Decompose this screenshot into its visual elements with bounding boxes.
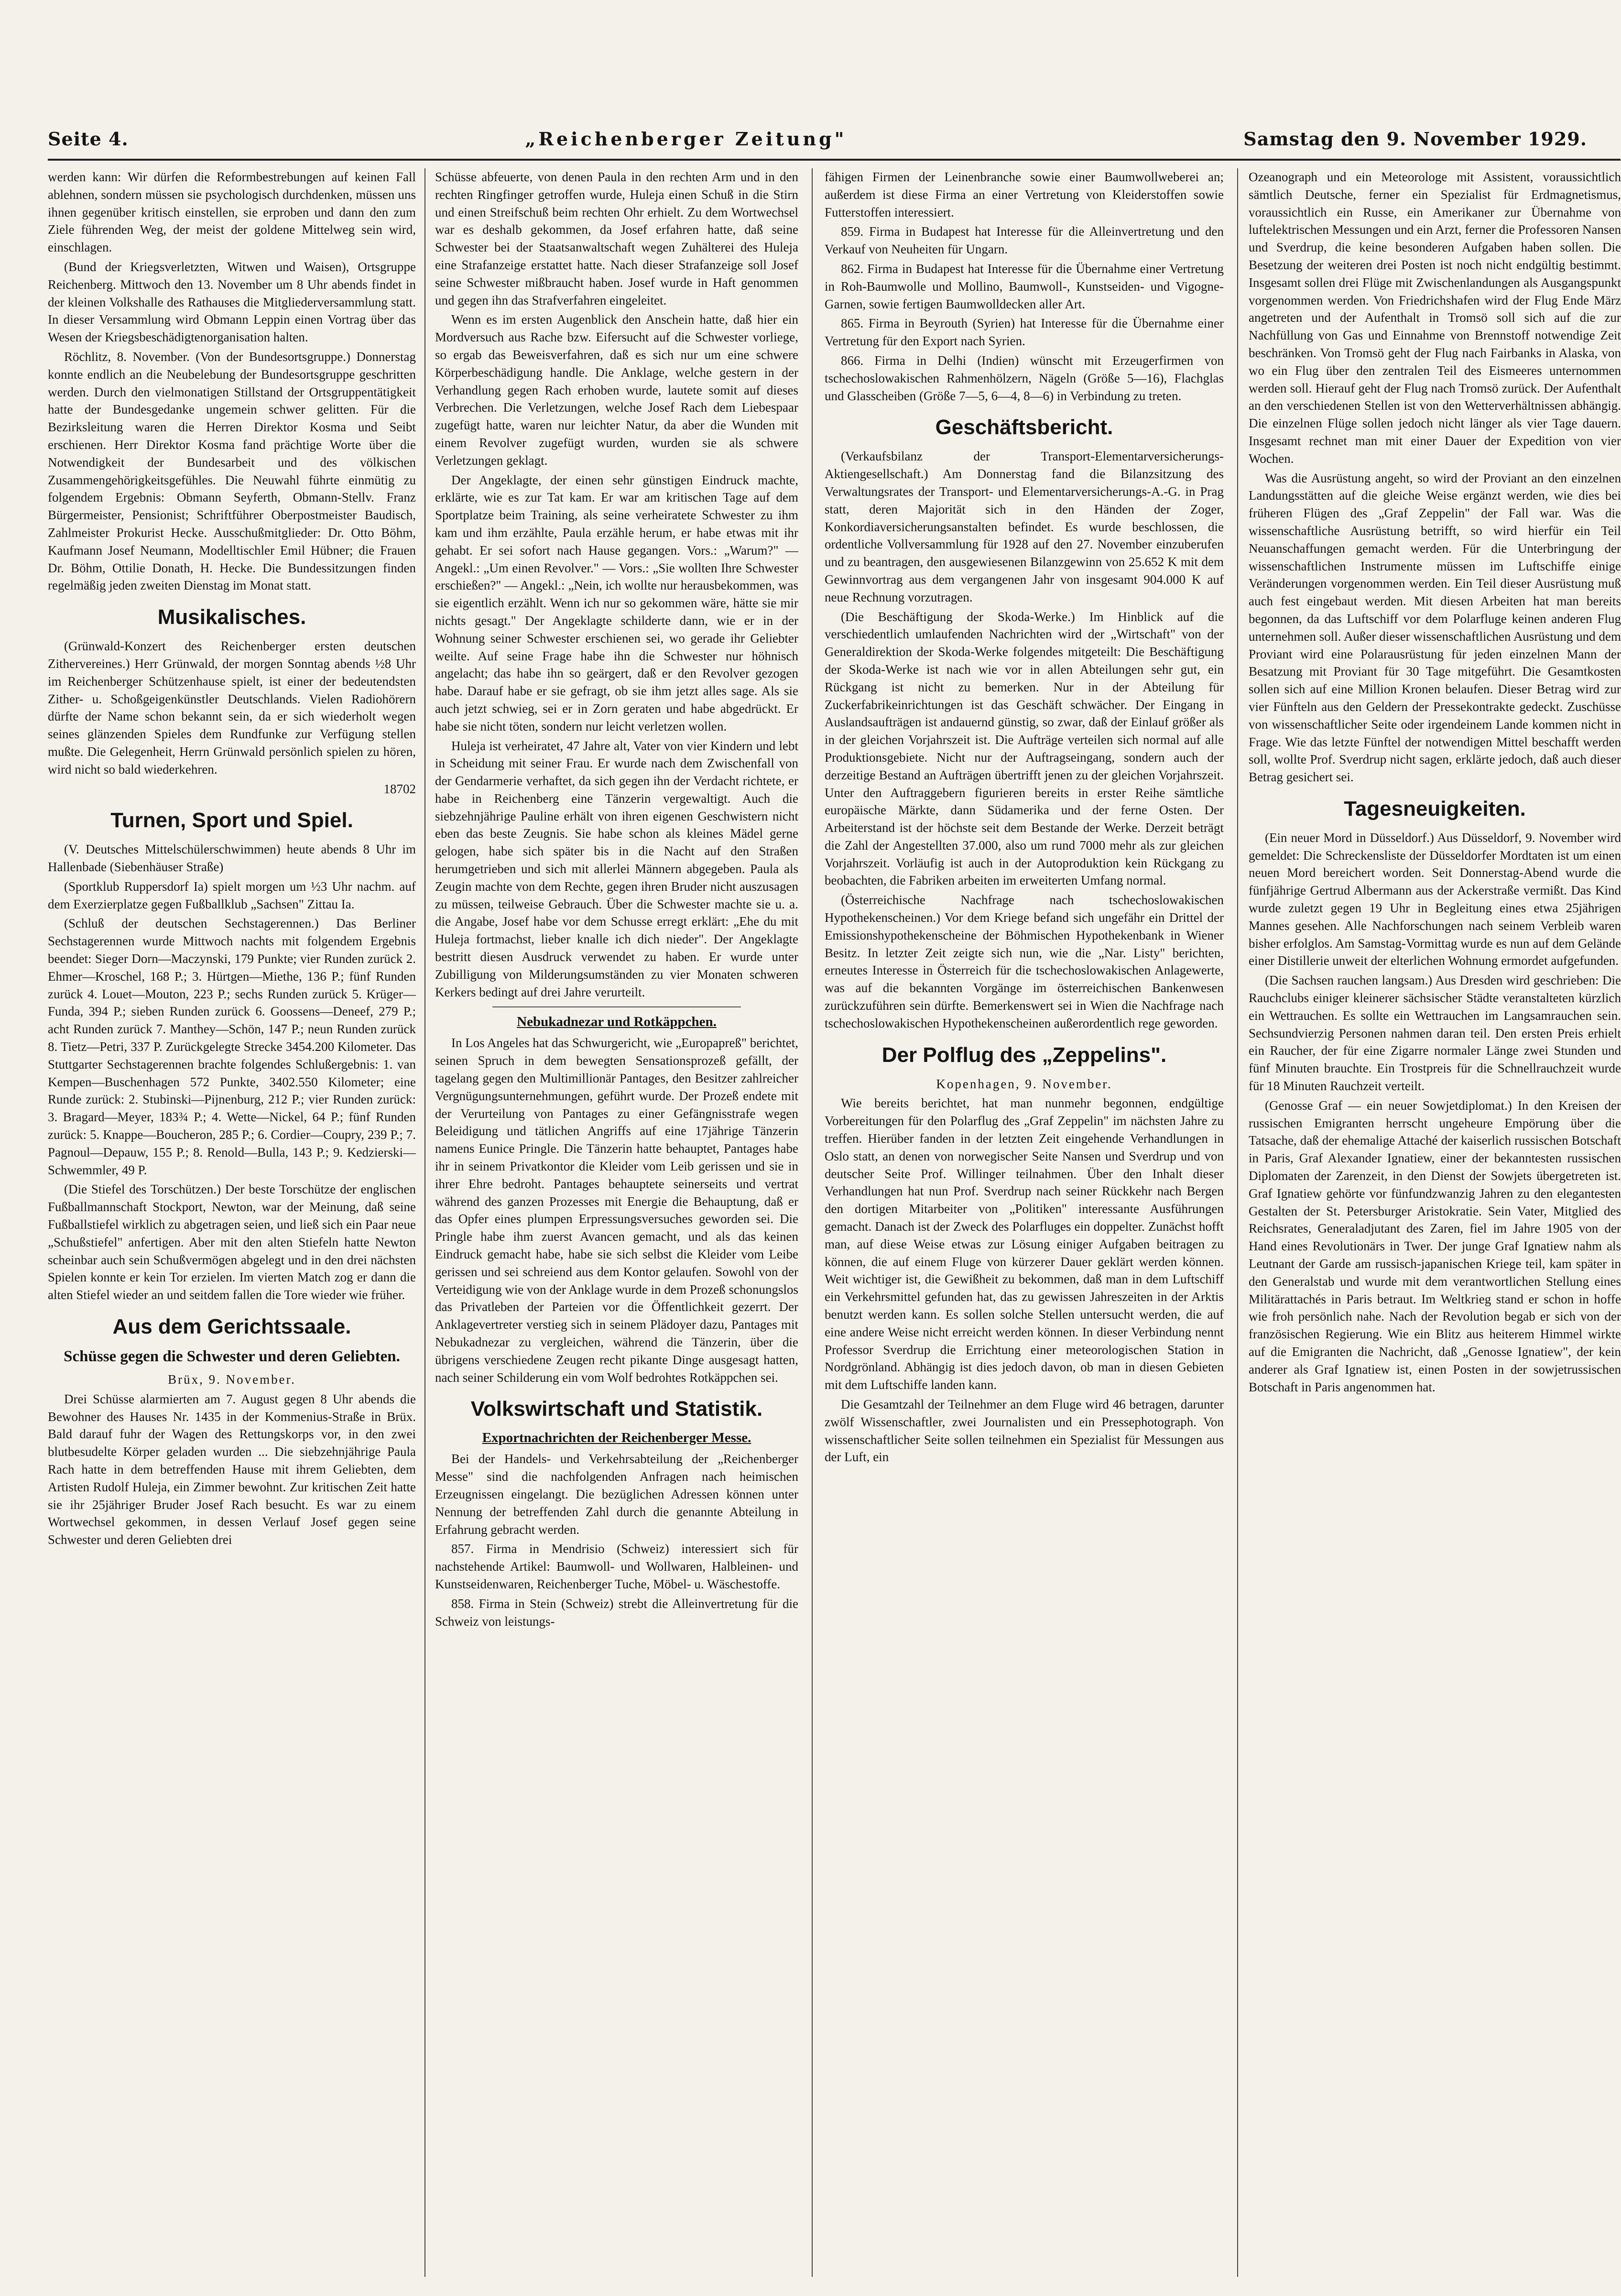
paragraph: Wie bereits berichtet, hat man nunmehr begonnen, endgültige Vorbereitungen für den Polarflug des „Graf Zeppelin" im nächsten Jahre zu treffen. Hierüber fanden in der letzten Zeit eingehende Verhandlungen in Oslo statt, an denen von norwegischer Seite Nansen und Sverdrup und von deutscher Seite Prof. Willinger teilnahmen. Über den Inhalt dieser Verhandlungen hat nun Prof. Sverdrup nach seiner Rückkehr nach Bergen den dortigen Mitarbeiter von „Politiken" interessante Ausführungen gemacht. Danach ist der Zweck des Polarfluges ein doppelter. Zunächst hofft man, auf diese Weise etwas zur Lösung einiger Aufgaben beitragen zu können, die auf einem Fluge von kürzerer Dauer geklärt werden können. Weit wichtiger ist, die Gewißheit zu bekommen, daß man in dem Luftschiff ein Verkehrsmittel gefunden hat, das zu gewissen Jahreszeiten in der Arktis benutzt werden kann. Es sollen solche Stellen untersucht werden, die auf eine andere Weise nicht erreicht werden können. In dieser Verbindung nennt Professor Sverdrup die Errichtung einer meteorologischen Station in Nordgrönland. Abhängig ist dies jedoch davon, ob man in diesen Gebieten mit dem Luftschiffe landen kann. [825, 1096, 1224, 1392]
section-heading: Tagesneuigkeiten. [1344, 797, 1526, 820]
page-number: Seite 4. [48, 128, 129, 150]
paragraph: (Genosse Graf — ein neuer Sowjetdiplomat.) In den Kreisen der russischen Emigranten herrscht ungeheure Empörung über die Tatsache, daß der ehemalige Attaché der kaiserlich russischen Botschaft in Paris, Graf Alexander Ignatiew, einer der bekanntesten russischen Diplomaten der Zarenzeit, in den Dienst der Sowjets übergetreten ist. Graf Ignatiew gehörte vor fünfundzwanzig Jahren zu den elegantesten Gestalten der St. Petersburger Aristokratie. Sein Vater, Mitglied des Reichsrates, Generaladjutant des Zaren, fiel im Jahre 1905 von der Hand eines Revolutionärs in Twer. Der junge Graf Ignatiew nahm als Leutnant der Garde am russisch-japanischen Kriege teil, kam später in den Generalstab und wurde mit dem verantwortlichen Stellung eines Militärattachés in Paris betraut. Im Weltkrieg stand er schon in hoffe wie froh persönlich nahe. Nach der Revolution begab er sich von der französischen Regierung. Wie ein Blitz aus heiterem Himmel wirkte auf die Emigranten die Nachricht, daß „Genosse Ignatiew", der kein anderer als Graf Ignatiew ist, einen Posten in der sowjetrussischen Botschaft in Paris angenommen hat. [1249, 1098, 1621, 1394]
paragraph: fähigen Firmen der Leinenbranche sowie einer Baumwollweberei an; außerdem ist diese Firma an einer Vertretung von Kleiderstoffen sowie Futterstoffen interessiert. [825, 170, 1224, 219]
paragraph: (Grünwald-Konzert des Reichenberger ersten deutschen Zithervereines.) Herr Grünwald, der morgen Sonntag abends ½8 Uhr im Reichenberger Schützenhause spielt, ist einer der bedeutendsten Zither- u. Schoßgeigenkünstler Deutschlands. Vielen Radiohörern dürfte der Name schon bekannt sein, da er sich wiederholt wegen seines glänzenden Spieles dem Rundfunke zur Verfügung stellen mußte. Die Gelegenheit, Herrn Grünwald persönlich spielen zu hören, wird nicht so bald wiederkehren. [48, 639, 416, 776]
column-4 [1249, 168, 1621, 2277]
paragraph: Drei Schüsse alarmierten am 7. August gegen 8 Uhr abends die Bewohner des Hauses Nr. 1435 in der Kommenius-Straße in Brüx. Bald darauf fuhr der Wagen des Rettungskorps vor, in den zwei blutbesudelte Körper geladen wurden ... Die siebzehnjährige Paula Rach hatte in dem betreffenden Hause mit ihrem Geliebten, dem Artisten Rudolf Huleja, ein Zimmer bewohnt. Zur kritischen Zeit hatte sie ihr 25jähriger Bruder Josef Rach besucht. Es war zu einem Wortwechsel gekommen, in dessen Verlauf Josef gegen seine Schwester und deren Geliebten drei [48, 1391, 416, 1547]
paragraph: Wenn es im ersten Augenblick den Anschein hatte, daß hier ein Mordversuch aus Rache bzw. Eifersucht auf die Schwester vorliege, so ergab das Beweisverfahren, daß es sich nur um eine schwere Körperbeschädigung handle. Die Anklage, welche gestern in der Verhandlung gegen Rach erhoben wurde, lautete somit auf dieses Verbrechen. Die Verletzungen, welche Josef Rach dem Liebespaar zugefügt hatte, waren nur leichter Natur, da aber die Wunden mit einem Revolver zugefügt wurden, wurden sie als schwere Verletzungen geklagt. [435, 312, 798, 468]
column-divider [1237, 168, 1238, 2277]
section-heading: Musikalisches. [157, 605, 306, 629]
column-2 [435, 168, 798, 2277]
paragraph: (Die Stiefel des Torschützen.) Der beste Torschütze der englischen Fußballmannschaft Stockport, Newton, war der Meinung, daß seine Fußballstiefel wirklich zu abgetragen seien, und ließ sich ein Paar neue „Schußstiefel" anfertigen. Aber mit den alten Stiefeln hatte Newton scheinbar auch sein Schußvermögen abgelegt und in den drei nächsten Spielen konnte er kein Tor erzielen. Im vierten Match zog er dann die alten Stiefel wieder an und seitdem fallen die Tore wieder wie früher. [48, 1182, 416, 1302]
section-heading: Volkswirtschaft und Statistik. [470, 1397, 763, 1421]
paragraph: (Verkaufsbilanz der Transport-Elementarversicherungs-Aktiengesellschaft.) Am Donnerstag fand die Bilanzsitzung des Verwaltungsrates der Transport- und Elementarversicherungs-A.-G. in Prag statt, deren Majorität sich in den Händen der Zoger, Konkordiaversicherungsanstalten befindet. Es wurde beschlossen, die ordentliche Vollversammlung für 1928 auf den 27. November einzuberufen und zu beantragen, den ausgewiesenen Bilanzgewinn von 25.652 K mit dem Gewinnvortrag aus dem vergangenen Jahr von insgesamt 904.000 K auf neue Rechnung vorzutragen. [825, 449, 1224, 604]
article-separator [492, 1006, 741, 1007]
paragraph: Röchlitz, 8. November. (Von der Bundesortsgruppe.) Donnerstag konnte endlich an die Neubelebung der Bundesortsgruppe geschritten werden. Durch den vielmonatigen Stillstand der Ortsgruppentätigkeit hatte der Bundesgedanke ungemein schwer gelitten. Für die Bezirksleitung waren die Herren Direktor Kosma und Seibt erschienen. Herr Direktor Kosma fand prächtige Worte über die Notwendigkeit der Bundesarbeit und des völkischen Zusammengehörigkeitsgefühles. Die Neuwahl führte einmütig zu folgendem Ergebnis: Obmann Seyferth, Obmann-Stellv. Franz Bürgermeister, Pensionist; Schriftführer Oberpostmeister Baudisch, Zahlmeister Prokurist Hecke. Ausschußmitglieder: Dr. Otto Böhm, Kaufmann Josef Neumann, Modelltischler Emil Hübner; die Frauen Dr. Böhm, Ottilie Donath, H. Hecke. Die Bundessitzungen finden regelmäßig jeden zweiten Dienstag im Monat statt. [48, 349, 416, 593]
paragraph: (Österreichische Nachfrage nach tschechoslowakischen Hypothekenscheinen.) Vor dem Kriege befand sich ungefähr ein Drittel der Emissionshypothekenscheine der Böhmischen Hypothekenbank in Wiener Besitz. In letzter Zeit zeigte sich nun, wie die „Nar. Listy" berichten, erneutes Interesse in Österreich für die tschechoslowakischen Anlagewerte, was auf die bekannten Vorgänge im österreichischen Bankenwesen zurückzuführen sein dürfte. Bemerkenswert sei in Wien die Nachfrage nach tschechoslowakischen Hypothekenscheinen außerordentlich rege geworden. [825, 893, 1224, 1030]
paragraph: (Bund der Kriegsverletzten, Witwen und Waisen), Ortsgruppe Reichenberg. Mittwoch den 13. November um 8 Uhr abends findet in der kleinen Volkshalle des Rathauses die Mitgliederversammlung statt. In dieser Versammlung wird Obmann Leppin einen Vortrag über das Wesen der Kriegsbeschädigtenorganisation halten. [48, 259, 416, 345]
section-heading: Der Polflug des „Zeppelins". [881, 1043, 1167, 1067]
paragraph: Die Gesamtzahl der Teilnehmer an dem Fluge wird 46 betragen, darunter zwölf Wissenschaftler, zwei Journalisten und ein Pressephotograph. Von wissenschaftlicher Seite sollen teilnehmen ein Spezialist für Messungen aus der Luft, ein [825, 1397, 1224, 1465]
page-header [48, 127, 1587, 151]
paragraph: Schüsse abfeuerte, von denen Paula in den rechten Arm und in den rechten Ringfinger getroffen wurde, Huleja einen Schuß in die Stirn und einen Streifschuß beim rechten Ohr erhielt. Zu dem Wortwechsel war es deshalb gekommen, da Josef erfahren hatte, daß seine Schwester bei der Staatsanwaltschaft wegen Zuhälterei des Huleja eine Strafanzeige erstattet hatte. Nach dieser Strafanzeige soll Josef seine Schwester mißbraucht haben. Josef wurde in Haft genommen und gegen ihn das Strafverfahren eingeleitet. [435, 170, 798, 307]
header-rule [48, 159, 1621, 161]
newspaper-title: „Reichenberger Zeitung" [525, 128, 847, 150]
reference-number: 18702 [383, 781, 416, 796]
paragraph: 859. Firma in Budapest hat Interesse für die Alleinvertretung und den Verkauf von Neuheiten für Ungarn. [825, 224, 1224, 257]
article-headline: Nebukadnezar und Rotkäppchen. [517, 1014, 717, 1030]
column-divider [424, 168, 425, 2277]
column-divider [812, 168, 813, 2277]
section-heading: Geschäftsbericht. [935, 415, 1113, 439]
paragraph: Der Angeklagte, der einen sehr günstigen Eindruck machte, erklärte, wie es zur Tat kam. Er war am kritischen Tage auf dem Sportplatze beim Training, als seine verheiratete Schwester zu ihm kam und ihm erzählte, Paula erzähle herum, er habe etwas mit ihr gehabt. Er sei sofort nach Hause gegangen. Vors.: „Warum?" — Angekl.: „Um einen Revolver." — Vors.: „Sie wollten Ihre Schwester erschießen?" — Angekl.: „Nein, ich wollte nur herausbekommen, was sie eigentlich erzählt. Wenn ich nur so gekommen wäre, hätte sie mir nichts gesagt." Der Angeklagte schilderte dann, wie er in der Wohnung seiner Schwester erschienen sei, wo gerade ihr Geliebter weilte. Auf seine Frage habe ihn die Schwester nur höhnisch angelacht; das habe ihn so geärgert, daß er den Revolver gezogen habe. Darauf habe er sie gefragt, ob sie ihm jetzt alles sage. Als sie auch jetzt schwieg, sei er in Zorn geraten und habe abgedrückt. Er habe sie nicht töten, sondern nur leicht verletzen wollen. [435, 472, 798, 733]
paragraph: 857. Firma in Mendrisio (Schweiz) interessiert sich für nachstehende Artikel: Baumwoll- und Wollwaren, Halbleinen- und Kunstseidenwaren, Reichenberger Tuche, Möbel- u. Wäschestoffe. [435, 1542, 798, 1591]
paragraph: 865. Firma in Beyrouth (Syrien) hat Interesse für die Übernahme einer Vertretung für den Export nach Syrien. [825, 316, 1224, 349]
paragraph: 858. Firma in Stein (Schweiz) strebt die Alleinvertretung für die Schweiz von leistungs- [435, 1596, 798, 1629]
paragraph: (Die Sachsen rauchen langsam.) Aus Dresden wird geschrieben: Die Rauchclubs einiger kleinerer sächsischer Städte veranstalteten kürzlich ein Wettrauchen. Es sollte ein Wettrauchen im Langsamrauchen sein. Sechsundvierzig Personen nahmen daran teil. Den ersten Preis erhielt ein Raucher, der für eine Zigarre normaler Länge zwei Stunden und fünf Minuten brauchte. Ein Trostpreis für die Schnellrauchzeit wurde für 18 Minuten Rauchzeit verteilt. [1249, 973, 1621, 1093]
paragraph: werden kann: Wir dürfen die Reformbestrebungen auf keinen Fall ablehnen, sondern müssen sie psychologisch durchdenken, müssen uns ihnen gegenüber kritisch einstellen, sie erproben und dann den zum Ziele führenden Weg, der meist der goldene Mittelweg sein wird, einschlagen. [48, 170, 416, 255]
paragraph: Huleja ist verheiratet, 47 Jahre alt, Vater von vier Kindern und lebt in Scheidung mit seiner Frau. Er wurde nach dem Zwischenfall von der Gendarmerie verhaftet, da sich gegen ihn der Verdacht richtete, er habe in Reichenberg eine Tänzerin vergewaltigt. Auch die siebzehnjährige Pauline erhält von ihren eigenen Geschwistern nicht eben das beste Zeugnis. Sie habe schon als kleines Mädel gerne gelogen, habe sich später bis in die Nacht auf den Straßen herumgetrieben und sich mit allerlei Männern abgegeben. Paula als Zeugin machte von dem Rechte, gegen ihren Bruder nicht auszusagen zu müssen, teilweise Gebrauch. Über die Schwester machte sie u. a. die Angabe, Josef habe vor dem Schusse erregt erklärt: „Ehe du mit Huleja fortmachst, lieber knalle ich dich nieder". Der Angeklagte bestritt diesen Ausdruck verwendet zu haben. Er wurde unter Zubilligung von Milderungsumständen zu vier Monaten schweren Kerkers bedingt auf drei Jahre verurteilt. [435, 738, 798, 999]
paragraph: In Los Angeles hat das Schwurgericht, wie „Europapreß" berichtet, seinen Spruch in dem bewegten Sensationsprozeß gefällt, der tagelang gegen den Multimillionär Pantages, den Besitzer zahlreicher Vergnügungsunternehmungen, geführt wurde. Der Prozeß endete mit der Verurteilung von Pantages zu einer Gefängnisstrafe wegen Beleidigung und tätlichen Angriffs auf eine 17jährige Tänzerin namens Eunice Pringle. Die Tänzerin hatte behauptet, Pantages habe ihr in seinem Privatkontor die Kleider vom Leib gerissen und sie in ihrer Ehre bedroht. Pantages behauptete seinerseits und vertrat während des ganzen Prozesses mit Energie die Behauptung, daß er das Opfer eines plumpen Erpressungsversuches geworden sei. Die Pringle habe ihm zuerst Avancen gemacht, und als das keinen Eindruck gemacht habe, habe sie sich selbst die Kleider vom Leibe gerissen und sei schreiend aus dem Kontor gelaufen. Sowohl von der Verteidigung wie von der Anklage wurde in dem Prozeß schonungslos das Privatleben der Parteien vor die Öffentlichkeit gezerrt. Der Anklagevertreter verstieg sich in seinem Plädoyer dazu, Pantages mit Nebukadnezar zu vergleichen, während die Tänzerin, über die übrigens verschiedene Zeugen recht pikante Dinge ausgesagt hatten, nach seiner Schilderung ein vom Wolf bedrohtes Rotkäppchen sei. [435, 1036, 798, 1385]
section-heading: Turnen, Sport und Spiel. [110, 809, 353, 832]
paragraph: (Schluß der deutschen Sechstagerennen.) Das Berliner Sechstagerennen wurde Mittwoch nachts mit folgendem Ergebnis beendet: Sieger Dorn—Maczynski, 179 Punkte; vier Runden zurück 2. Ehmer—Kroschel, 168 P.; 3. Hürtgen—Miethe, 136 P.; fünf Runden zurück 4. Louet—Mouton, 223 P.; sechs Runden zurück 5. Krüger—Funda, 394 P.; sieben Runden zurück 6. Goossens—Deneef, 279 P.; acht Runden zurück 7. Manthey—Schön, 147 P.; neun Runden zurück 8. Tietz—Petri, 337 P. Zurückgelegte Strecke 3454.200 Kilometer. Das Stuttgarter Sechstagerennen brachte folgendes Schlußergebnis: 1. van Kempen—Buschenhagen 572 Punkte, 3402.550 Kilometer; eine Runde zurück: 2. Stubinski—Pijnenburg, 212 P.; vier Runden zurück: 3. Bragard—Meyer, 183¾ P.; 4. Wette—Nickel, 64 P.; fünf Runden zurück: 5. Knappe—Boucheron, 285 P.; 6. Cordier—Coupry, 239 P.; 7. Pagnoul—Depauw, 155 P.; 8. Renold—Bulla, 143 P.; 9. Kedzierski—Schwemmler, 49 P. [48, 916, 416, 1177]
paragraph: Bei der Handels- und Verkehrsabteilung der „Reichenberger Messe" sind die nachfolgenden Anfragen nach heimischen Erzeugnissen eingelangt. Die bezüglichen Adressen können unter Nennung der betreffenden Zahl durch die genannte Abteilung in Erfahrung gebracht werden. [435, 1452, 798, 1537]
issue-date: Samstag den 9. November 1929. [1243, 128, 1587, 150]
paragraph: Was die Ausrüstung angeht, so wird der Proviant an den einzelnen Landungsstätten auf die gleiche Weise ergänzt werden, wie dies bei früheren Flügen des „Graf Zeppelin" der Fall war. Was die wissenschaftliche Ausrüstung betrifft, so wird hierfür ein Teil Neuanschaffungen gemacht werden. Für die Unterbringung der wissenschaftlichen Instrumente müssen im Luftschiffe einige Veränderungen vorgenommen werden. Ein Teil dieser Ausrüstung muß auch fest eingebaut werden. Mit diesen Arbeiten hat man bereits begonnen, da das Luftschiff vor dem Polarfluge keinen anderen Flug unternehmen soll. Außer dieser wissenschaftlichen Ausrüstung und dem Proviant wird eine Polarausrüstung für jeden einzelnen Mann der Besatzung mit Proviant für 30 Tage mitgeführt. Die Gesamtkosten sollen sich auf eine Million Kronen belaufen. Dieser Betrag wird zur vier Fünfteln aus den Geldern der Pressekontrakte gedeckt. Zuschüsse von wissenschaftlicher Seite oder irgendeinem Lande kommen nicht in Frage. Wie das letzte Fünftel der notwendigen Mittel beschafft werden soll, wollte Prof. Sverdrup nicht sagen, erklärte jedoch, daß auch dieser Betrag gesichert sei. [1249, 470, 1621, 785]
paragraph: Ozeanograph und ein Meteorologe mit Assistent, voraussichtlich sämtlich Deutsche, ferner ein Spezialist für Erdmagnetismus, voraussichtlich ein Russe, ein Amerikaner zur Übernahme von luftelektrischen Messungen und ein Arzt, ferner die Professoren Nansen und Sverdrup, die keine besonderen Aufgaben haben sollen. Die Besetzung der weiteren drei Posten ist noch nicht endgültig bestimmt. Insgesamt sollen drei Flüge mit Zwischenlandungen als Ausgangspunkt vorgenommen werden. Von Friedrichshafen wird der Flug Ende März angetreten und der Aufenthalt in Tromsö soll sich auf die zur Nachfüllung von Gas und Einnahme von Brennstoff notwendige Zeit beschränken. Von Tromsö geht der Flug nach Fairbanks in Alaska, von wo ein Flug über den zentralen Teil des Eismeeres unternommen werden soll. Hierauf geht der Flug nach Tromsö zurück. Der Aufenthalt an den verschiedenen Stellen ist von den Wetterverhältnissen abhängig. Die einzelnen Flüge sollen jedoch nicht länger als vier Tage dauern. Insgesamt rechnet man mit einer Dauer der Expedition von vier Wochen. [1249, 170, 1621, 466]
article-headline: Schüsse gegen die Schwester und deren Geliebten. [64, 1348, 400, 1366]
dateline: Brüx, 9. November. [168, 1372, 296, 1387]
column-3 [825, 168, 1224, 2277]
paragraph: (V. Deutsches Mittelschülerschwimmen) heute abends 8 Uhr im Hallenbade (Siebenhäuser Straße) [48, 842, 416, 875]
dateline: Kopenhagen, 9. November. [936, 1076, 1112, 1091]
article-headline: Exportnachrichten der Reichenberger Messe. [482, 1430, 751, 1446]
paragraph: 862. Firma in Budapest hat Interesse für die Übernahme einer Vertretung in Roh-Baumwolle und Mollino, Baumwoll-, Kunstseiden- und Vigogne-Garnen, sowie fertigen Baumwolldecken aller Art. [825, 261, 1224, 311]
paragraph: 866. Firma in Delhi (Indien) wünscht mit Erzeugerfirmen von tschechoslowakischen Rahmenhölzern, Nägeln (Größe 5—16), Flachglas und Glasscheiben (Größe 7—5, 6—4, 8—6) in Verbindung zu treten. [825, 353, 1224, 403]
section-heading: Aus dem Gerichtssaale. [112, 1315, 351, 1339]
column-1 [48, 168, 416, 2277]
paragraph: (Die Beschäftigung der Skoda-Werke.) Im Hinblick auf die verschiedentlich umlaufenden Nachrichten wird der „Wirtschaft" von der Generaldirektion der Skoda-Werke folgendes mitgeteilt: Die Beschäftigung der Skoda-Werke ist nach wie vor in allen Abteilungen sehr gut, ein Rückgang ist nicht zu bemerken. Nur in der Abteilung für Zuckerfabrikeinrichtungen ist das Geschäft schwächer. Der Eingang in Auslandsaufträgen ist andauernd günstig, so zwar, daß der Einlauf größer als in der gleichen Vorjahrszeit ist. Die Aufträge verteilen sich normal auf alle Produktionsgebiete. Nicht nur der Auftragseingang, sondern auch der derzeitige Bestand an Aufträgen übertrifft jenen zu der gleichen Vorjahrszeit. Unter den Auftraggebern figurieren bereits in erster Reihe sämtliche europäische Märkte, dann Südamerika und der ferne Osten. Der Arbeiterstand ist der höchste seit dem Bestande der Werke. Derzeit beträgt die Zahl der Angestellten 37.000, also um rund 7000 mehr als zur gleichen Vorjahrszeit. Vorläufig ist auch in der Autoproduktion kein Rückgang zu beobachten, die Fabriken arbeiten im erweiterten Umfang normal. [825, 609, 1224, 888]
paragraph: (Ein neuer Mord in Düsseldorf.) Aus Düsseldorf, 9. November wird gemeldet: Die Schreckensliste der Düsseldorfer Mordtaten ist um einen neuen Mord bereichert worden. Seit Donnerstag-Abend wurde die fünfjährige Gertrud Albermann aus der Ackerstraße vermißt. Das Kind wurde zuletzt gegen 19 Uhr in Begleitung eines etwa 25jährigen Mannes gesehen. Alle Nachforschungen nach seinem Verbleib waren bisher erfolglos. Am Samstag-Vormittag wurde es nun auf dem Gelände einer Distillerie unweit der elterlichen Wohnung ermordet aufgefunden. [1249, 830, 1621, 968]
paragraph: (Sportklub Ruppersdorf Ia) spielt morgen um ½3 Uhr nachm. auf dem Exerzierplatze gegen Fußballklub „Sachsen" Zittau Ia. [48, 879, 416, 911]
